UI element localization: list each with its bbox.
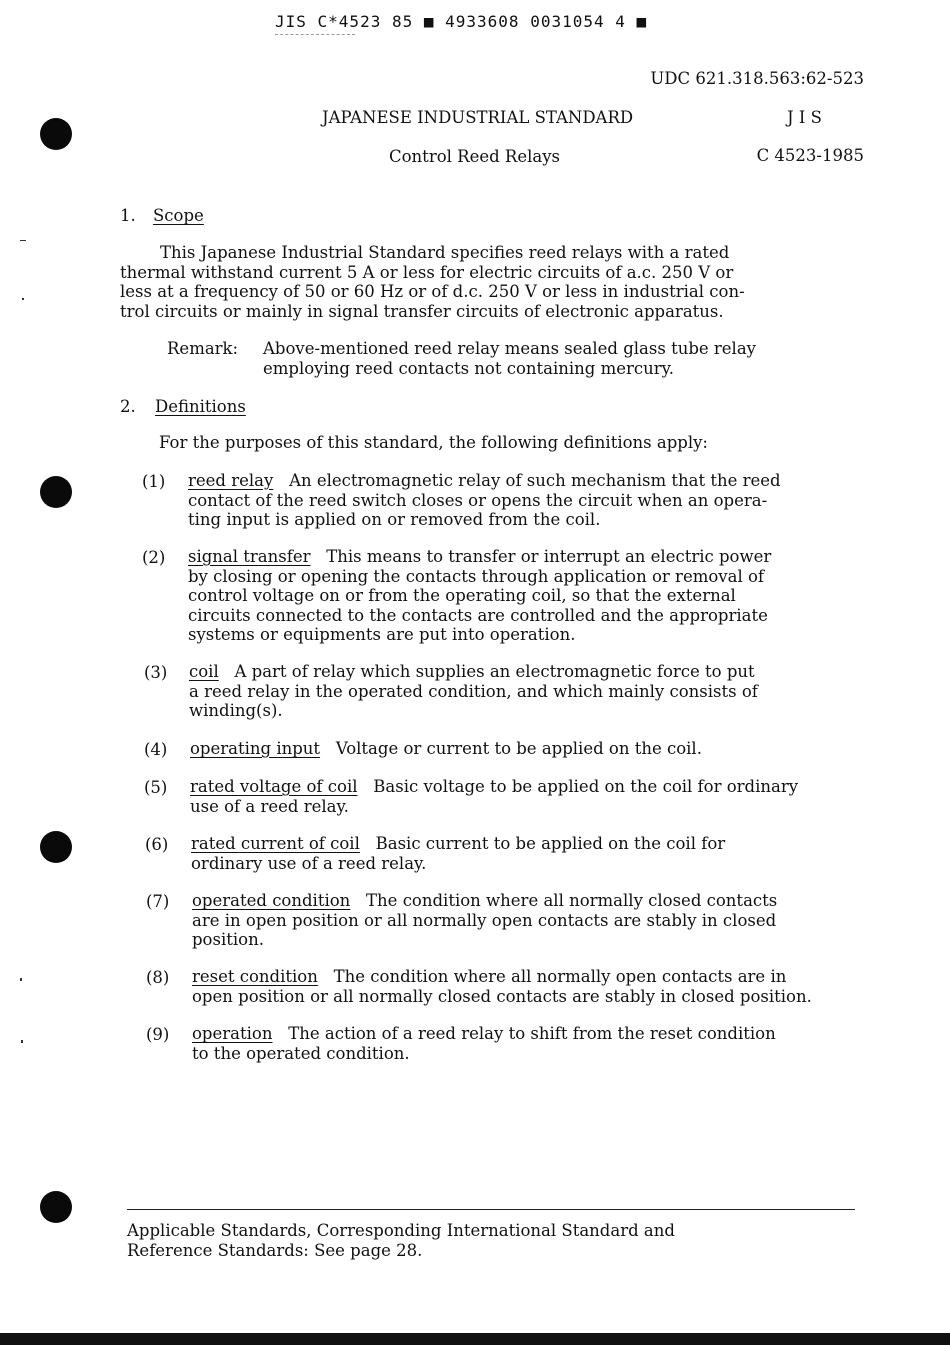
definition-text: use of a reed relay. [190, 796, 349, 816]
definition-text: Basic voltage to be applied on the coil for ordinary [373, 777, 799, 796]
definition-term: signal transfer [188, 547, 311, 566]
punch-hole-3 [40, 831, 72, 863]
definition-text: Basic current to be applied on the coil for [375, 834, 726, 853]
scan-speck [20, 240, 26, 241]
definition-number: (7) [146, 892, 170, 911]
scan-bottom-edge [0, 1333, 950, 1345]
standard-org-title: JAPANESE INDUSTRIAL STANDARD [322, 108, 634, 127]
punch-hole-2 [40, 476, 72, 508]
remark-line: Above-mentioned reed relay means sealed glass tube relay [263, 339, 756, 358]
definition-item [188, 471, 781, 530]
footnote-rule [127, 1209, 855, 1210]
scope-line: This Japanese Industrial Standard specifies reed relays with a rated [160, 243, 730, 262]
definition-text: A part of relay which supplies an electromagnetic force to put [234, 662, 755, 681]
definition-text: An electromagnetic relay of such mechanism that the reed [289, 471, 781, 490]
remark-line: employing reed contacts not containing mercury. [263, 358, 675, 378]
definition-text: position. [192, 930, 264, 949]
definition-text: by closing or opening the contacts through application or removal of [188, 566, 765, 586]
definition-number: (8) [146, 968, 170, 987]
definition-item [188, 547, 771, 645]
document-number: C 4523-1985 [756, 146, 864, 165]
definition-text: The condition where all normally open contacts are in [333, 967, 787, 986]
definition-text: are in open position or all normally open contacts are stably in closed [192, 910, 777, 930]
punch-hole-1 [40, 118, 72, 150]
definition-item [192, 967, 812, 1006]
definition-text: contact of the reed switch closes or opens the circuit when an opera- [188, 490, 768, 510]
scope-line: less at a frequency of 50 or 60 Hz or of d.c. 250 V or less in industrial con- [120, 282, 745, 301]
definition-term: coil [189, 662, 219, 681]
definition-number: (3) [144, 663, 168, 682]
definition-text: ordinary use of a reed relay. [191, 853, 427, 873]
section-number-definitions: 2. [120, 397, 136, 416]
definition-item [190, 739, 702, 759]
scan-speck [22, 298, 24, 300]
definition-text: to the operated condition. [192, 1043, 410, 1063]
remark-label: Remark: [167, 339, 239, 358]
definition-term: reset condition [192, 967, 318, 986]
definition-text: control voltage on or from the operating coil, so that the external [188, 586, 736, 605]
footnote [127, 1221, 675, 1260]
definitions-intro: For the purposes of this standard, the following definitions apply: [159, 433, 708, 452]
definition-text: This means to transfer or interrupt an electric power [326, 547, 772, 566]
definition-text: a reed relay in the operated condition, and which mainly consists of [189, 681, 758, 701]
section-number-scope: 1. [120, 206, 136, 225]
section-heading-definitions: Definitions [155, 397, 246, 416]
definition-number: (1) [142, 472, 166, 491]
definition-text: winding(s). [189, 701, 283, 720]
document-title: Control Reed Relays [389, 147, 561, 166]
section-heading-scope: Scope [153, 206, 204, 225]
header-code-line: JIS C*4523 85 ■ 4933608 0031054 4 ■ [275, 12, 648, 31]
definition-text: Voltage or current to be applied on the coil. [335, 739, 702, 758]
definition-term: operated condition [192, 891, 351, 910]
scope-paragraph [120, 243, 745, 321]
header-dash-marks [275, 34, 355, 35]
definition-number: (4) [144, 740, 168, 759]
definition-item [192, 891, 777, 950]
definition-term: reed relay [188, 471, 274, 490]
definition-text: The action of a reed relay to shift from the reset condition [288, 1024, 776, 1043]
definition-item [191, 834, 725, 873]
definition-item [189, 662, 758, 721]
definition-term: operation [192, 1024, 273, 1043]
definition-number: (2) [142, 548, 166, 567]
definition-text: The condition where all normally closed contacts [366, 891, 778, 910]
scope-line: trol circuits or mainly in signal transfer circuits of electronic apparatus. [120, 301, 724, 321]
definition-text: open position or all normally closed contacts are stably in closed position. [192, 986, 812, 1006]
definition-item [190, 777, 798, 816]
definition-text: circuits connected to the contacts are controlled and the appropriate [188, 605, 768, 625]
remark-text [263, 339, 756, 378]
definition-term: rated voltage of coil [190, 777, 358, 796]
scan-speck [20, 978, 22, 981]
definition-term: rated current of coil [191, 834, 360, 853]
scan-speck [21, 1040, 23, 1043]
footnote-line: Reference Standards: See page 28. [127, 1240, 423, 1260]
definition-text: systems or equipments are put into operation. [188, 625, 576, 644]
definition-text: ting input is applied on or removed from the coil. [188, 510, 601, 529]
definition-number: (6) [145, 835, 169, 854]
footnote-line: Applicable Standards, Corresponding International Standard and [127, 1221, 675, 1240]
udc-classification: UDC 621.318.563:62-523 [650, 69, 864, 88]
definition-item [192, 1024, 776, 1063]
punch-hole-4 [40, 1191, 72, 1223]
definition-number: (9) [146, 1025, 170, 1044]
definition-number: (5) [144, 778, 168, 797]
scope-line: thermal withstand current 5 A or less for electric circuits of a.c. 250 V or [120, 262, 734, 282]
definition-term: operating input [190, 739, 321, 758]
jis-mark: J I S [787, 108, 822, 127]
